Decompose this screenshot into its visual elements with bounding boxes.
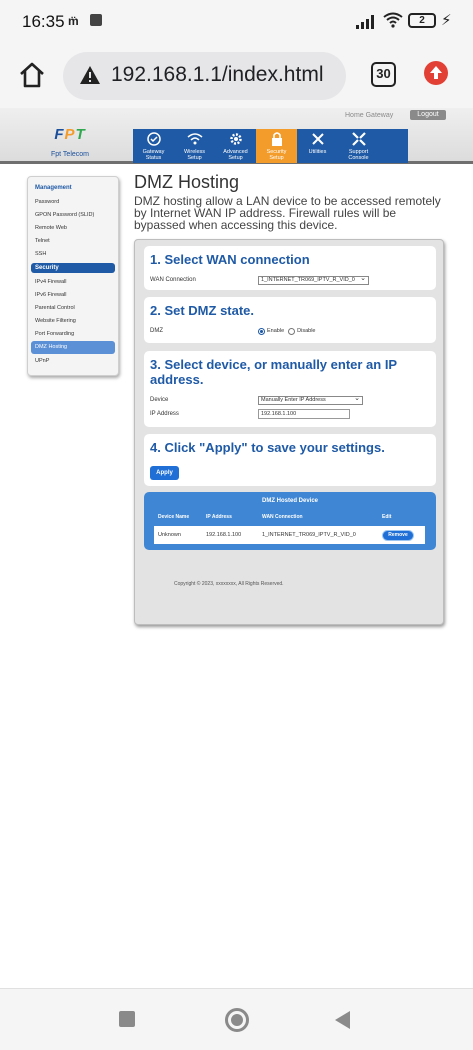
tabs-button[interactable]: 30 — [371, 62, 396, 87]
page-description: DMZ hosting allow a LAN device to be accessed remotely by Internet WAN IP address. Firewall rules will be bypassed when accessing this device. — [134, 194, 441, 232]
cell-device-name: Unknown — [158, 532, 181, 538]
sidebar-item-ssh[interactable]: SSH — [35, 251, 47, 258]
sidebar-item-dmz-hosting[interactable]: DMZ Hosting — [31, 341, 115, 354]
wifi-icon — [187, 131, 203, 147]
signal-icon — [356, 14, 374, 29]
copyright: Copyright © 2023, xxxxxxxx, All Rights Reserved. — [174, 581, 284, 587]
dmz-enable-label: Enable — [267, 328, 285, 334]
nav-label: Console — [348, 155, 369, 161]
logout-button[interactable]: Logout — [410, 110, 446, 120]
gear-icon — [228, 131, 244, 147]
url-text: 192.168.1.1/index.html — [111, 63, 324, 86]
main-nav — [133, 129, 408, 163]
lock-icon — [269, 131, 285, 147]
back-icon[interactable] — [335, 1011, 350, 1029]
nav-label: Setup — [269, 155, 284, 161]
update-icon[interactable] — [424, 61, 448, 85]
sidebar-heading-security[interactable]: Security — [31, 263, 115, 273]
dmz-disable-radio[interactable] — [288, 328, 295, 335]
step2-card — [144, 297, 436, 343]
nav-label: Setup — [187, 155, 202, 161]
sidebar-item-telnet[interactable]: Telnet — [35, 238, 50, 245]
cell-ip-address: 192.168.1.100 — [206, 532, 242, 538]
support-icon — [351, 131, 367, 147]
step1-card — [144, 246, 436, 290]
charging-icon: ⚡ — [441, 12, 452, 29]
system-nav-bar — [0, 988, 473, 1050]
sidebar-heading-management[interactable]: Management — [35, 185, 72, 191]
cell-edit — [378, 530, 425, 541]
table-header — [154, 514, 425, 520]
step4-heading: 4. Click "Apply" to save your settings. — [150, 440, 385, 455]
address-bar[interactable] — [63, 52, 346, 100]
nav-label: Support — [348, 149, 369, 155]
sidebar-item-remote-web[interactable]: Remote Web — [35, 224, 67, 231]
fpt-logo[interactable] — [45, 126, 95, 164]
step3-heading: 3. Select device, or manually enter an IP address. — [150, 357, 397, 387]
header-edit: Edit — [382, 514, 392, 520]
home-icon[interactable] — [18, 60, 46, 90]
recents-icon[interactable] — [119, 1011, 135, 1027]
nav-label: Security — [266, 149, 287, 155]
main-content — [134, 172, 444, 538]
device-label: Device — [150, 397, 169, 403]
home-gateway-label: Home Gateway — [345, 112, 394, 119]
nav-label: Gateway — [142, 149, 165, 155]
battery-icon: 2 — [408, 13, 436, 28]
status-time: 16:35 — [22, 12, 65, 31]
sidebar — [27, 176, 119, 376]
sidebar-item-ipv6-firewall[interactable]: IPv6 Firewall — [35, 291, 67, 298]
wan-connection-label: WAN Connection — [150, 277, 196, 283]
nav-wireless-setup[interactable] — [174, 129, 215, 163]
nav-gateway-status[interactable] — [133, 129, 174, 163]
tools-icon — [310, 131, 326, 147]
dmz-disable-label: Disable — [297, 328, 316, 334]
header-device-name: Device Name — [158, 514, 190, 520]
page-title: DMZ Hosting — [134, 172, 240, 192]
ip-address-input[interactable]: 192.168.1.100 — [258, 409, 350, 419]
step2-heading: 2. Set DMZ state. — [150, 303, 255, 318]
ip-address-label: IP Address — [150, 411, 179, 417]
table-title: DMZ Hosted Device — [261, 498, 318, 504]
step3-card — [144, 351, 436, 427]
logo-text: FPT — [54, 126, 86, 143]
browser-toolbar — [0, 44, 473, 108]
nav-support-console[interactable] — [338, 129, 379, 163]
wan-connection-select[interactable]: 1_INTERNET_TR069_IPTV_R_VID_0 ⌄ — [258, 276, 369, 285]
dmz-label: DMZ — [150, 328, 163, 334]
logo-subtitle: Fpt Telecom — [51, 151, 89, 158]
nav-label: Advanced — [223, 149, 248, 155]
dmz-panel — [134, 239, 444, 625]
router-page — [0, 108, 473, 988]
cell-wan-connection: 1_INTERNET_TR069_IPTV_R_VID_0 — [262, 532, 356, 538]
dmz-enable-radio[interactable] — [258, 328, 265, 335]
sidebar-item-parental-control[interactable]: Parental Control — [35, 304, 75, 311]
check-circle-icon — [146, 131, 162, 147]
notification-icon: m̈ — [68, 14, 79, 28]
nav-utilities[interactable] — [297, 129, 338, 163]
warning-icon[interactable] — [79, 64, 101, 86]
nav-label: Setup — [228, 155, 243, 161]
remove-button[interactable]: Remove — [382, 530, 414, 541]
nav-label: Wireless — [183, 149, 206, 155]
nav-advanced-setup[interactable] — [215, 129, 256, 163]
header-wan-connection: WAN Connection — [262, 514, 303, 520]
nav-security-setup[interactable] — [256, 129, 297, 163]
sidebar-item-password[interactable]: Password — [35, 198, 60, 205]
sidebar-item-website-filtering[interactable]: Website Filtering — [35, 318, 76, 325]
sidebar-item-ipv4-firewall[interactable]: IPv4 Firewall — [35, 278, 67, 285]
table-row — [154, 526, 425, 544]
sidebar-item-upnp[interactable]: UPnP — [35, 357, 50, 364]
gallery-icon — [90, 14, 102, 26]
status-bar — [0, 0, 473, 44]
nav-label: Status — [145, 155, 162, 161]
wifi-icon — [383, 12, 403, 33]
header-ip-address: IP Address — [206, 514, 232, 520]
sidebar-item-port-forwarding[interactable]: Port Forwarding — [35, 331, 75, 338]
step1-heading: 1. Select WAN connection — [150, 252, 310, 267]
apply-button[interactable]: Apply — [150, 466, 179, 480]
router-header — [0, 108, 473, 164]
sidebar-item-gpon-password[interactable]: GPON Password (SLID) — [35, 211, 95, 218]
home-circle-icon[interactable] — [225, 1008, 249, 1032]
step4-card — [144, 434, 436, 486]
dmz-hosted-table — [144, 492, 436, 550]
device-select[interactable]: Manually Enter IP Address ⌄ — [258, 396, 363, 405]
nav-label: Utilities — [308, 149, 327, 155]
